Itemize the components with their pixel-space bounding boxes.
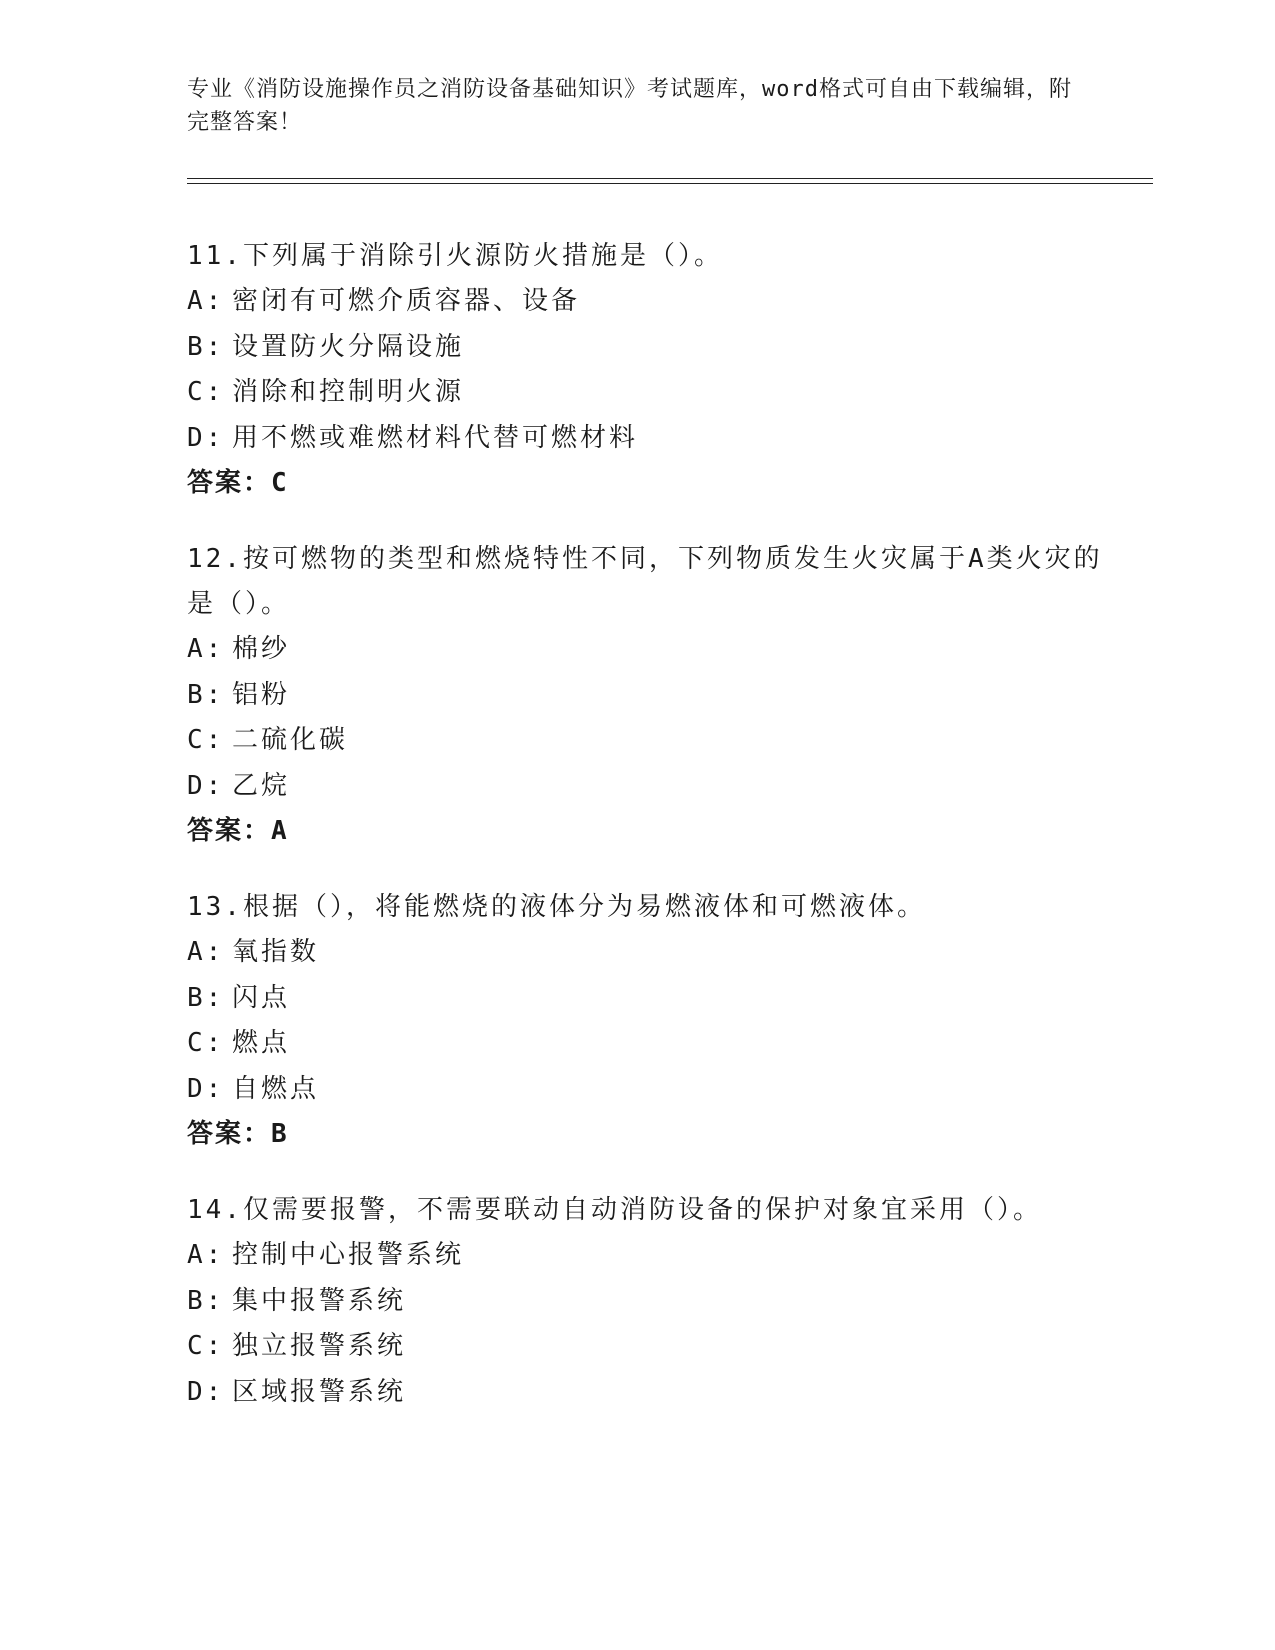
option-c bbox=[187, 370, 1107, 416]
header-divider-bottom bbox=[187, 183, 1153, 184]
document-header: 专业《消防设施操作员之消防设备基础知识》考试题库，word格式可自由下载编辑，附完整答案！ bbox=[187, 77, 1072, 135]
option-b bbox=[187, 673, 1107, 719]
question-12 bbox=[187, 537, 1107, 854]
option-letter: B: bbox=[187, 331, 225, 362]
answer-line: 答案：C bbox=[187, 468, 289, 498]
option-letter: A: bbox=[187, 937, 225, 967]
question-stem: 14.仅需要报警，不需要联动自动消防设备的保护对象宜采用（）。 bbox=[187, 1195, 1042, 1225]
option-text: 铝粉 bbox=[232, 679, 291, 710]
option-c bbox=[187, 1324, 1107, 1370]
option-text: 独立报警系统 bbox=[232, 1331, 407, 1361]
option-letter: C: bbox=[187, 1331, 225, 1361]
option-letter: B: bbox=[187, 982, 225, 1013]
option-d bbox=[187, 1067, 1107, 1113]
option-text: 二硫化碳 bbox=[232, 725, 349, 755]
question-stem: 12.按可燃物的类型和燃烧特性不同，下列物质发生火灾属于A类火灾的是（）。 bbox=[187, 544, 1103, 619]
option-letter: D: bbox=[187, 1376, 225, 1407]
option-text: 用不燃或难燃材料代替可燃材料 bbox=[232, 422, 639, 453]
option-c bbox=[187, 718, 1107, 764]
option-text: 密闭有可燃介质容器、设备 bbox=[232, 286, 581, 316]
option-d bbox=[187, 1370, 1107, 1416]
question-stem: 11.下列属于消除引火源防火措施是（）。 bbox=[187, 241, 723, 271]
option-letter: D: bbox=[187, 422, 225, 453]
answer-line: 答案：A bbox=[187, 816, 289, 846]
option-letter: A: bbox=[187, 634, 225, 664]
option-d bbox=[187, 416, 1107, 462]
option-b bbox=[187, 325, 1107, 371]
option-a bbox=[187, 1233, 1107, 1279]
option-d bbox=[187, 764, 1107, 810]
option-a bbox=[187, 930, 1107, 976]
option-letter: B: bbox=[187, 679, 225, 710]
question-14 bbox=[187, 1188, 1107, 1415]
question-list bbox=[187, 234, 1107, 1446]
option-a bbox=[187, 627, 1107, 673]
question-stem: 13.根据（），将能燃烧的液体分为易燃液体和可燃液体。 bbox=[187, 892, 926, 922]
question-11 bbox=[187, 234, 1107, 506]
option-b bbox=[187, 1279, 1107, 1325]
option-letter: D: bbox=[187, 770, 225, 801]
option-text: 集中报警系统 bbox=[232, 1285, 407, 1316]
option-a bbox=[187, 279, 1107, 325]
option-letter: C: bbox=[187, 725, 225, 755]
option-text: 设置防火分隔设施 bbox=[232, 331, 465, 362]
option-text: 燃点 bbox=[232, 1028, 291, 1058]
option-text: 氧指数 bbox=[232, 937, 320, 967]
option-text: 乙烷 bbox=[232, 770, 291, 801]
option-text: 自燃点 bbox=[232, 1073, 320, 1104]
option-b bbox=[187, 976, 1107, 1022]
option-letter: B: bbox=[187, 1285, 225, 1316]
answer-line: 答案：B bbox=[187, 1119, 289, 1149]
option-letter: A: bbox=[187, 286, 225, 316]
option-text: 闪点 bbox=[232, 982, 291, 1013]
option-text: 控制中心报警系统 bbox=[232, 1240, 465, 1270]
header-divider-top bbox=[187, 178, 1153, 179]
option-text: 棉纱 bbox=[232, 634, 291, 664]
option-letter: C: bbox=[187, 377, 225, 407]
option-text: 区域报警系统 bbox=[232, 1376, 407, 1407]
option-letter: C: bbox=[187, 1028, 225, 1058]
option-c bbox=[187, 1021, 1107, 1067]
option-letter: D: bbox=[187, 1073, 225, 1104]
option-text: 消除和控制明火源 bbox=[232, 377, 465, 407]
option-letter: A: bbox=[187, 1240, 225, 1270]
question-13 bbox=[187, 885, 1107, 1157]
